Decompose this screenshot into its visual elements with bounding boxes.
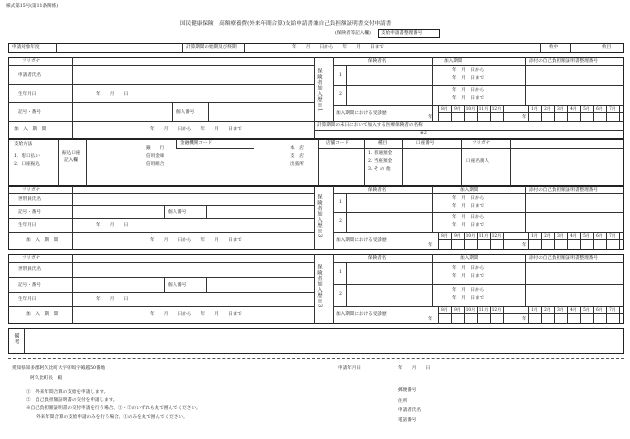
personal-no-3: 個人番号: [168, 283, 187, 288]
history-label-3: 保険者加入歴※3: [316, 264, 323, 308]
birth-fmt-3: 年 月 日: [96, 297, 129, 302]
month-cell[interactable]: 10月: [465, 307, 476, 312]
to-2b: 年 月 日まで: [452, 223, 485, 228]
treatment-3: 加入期間における受診歴: [336, 312, 387, 317]
sheets-total: 枚中: [549, 45, 559, 50]
symbol-2: 記号・番号: [18, 210, 41, 215]
birth-fmt-2: 年 月 日: [96, 223, 129, 228]
note2: ※2: [420, 131, 427, 136]
row2-3: 2: [339, 292, 342, 297]
remarks-label: 備考: [13, 333, 20, 345]
month-cell[interactable]: 3月: [557, 307, 564, 312]
birth-2: 生年月日: [18, 223, 37, 228]
furigana-3: フリガナ: [22, 256, 41, 261]
shucho: 出張所: [290, 162, 304, 167]
join-fmt-1: 年 月 日から 年 月 日まで: [150, 127, 242, 132]
remarks-box[interactable]: [8, 328, 624, 354]
member-name-2: 世帯員氏名: [18, 197, 41, 202]
col-cert-3: 添付の自己負担額証明書整理番号: [529, 256, 598, 261]
mayor: 阿久比町長 殿: [30, 376, 63, 381]
month-cell[interactable]: 11月: [478, 307, 489, 312]
symbol-3: 記号・番号: [18, 283, 41, 288]
month-cell[interactable]: 8月: [441, 233, 448, 238]
form-title: 国民健康保険 高額療養費(外来年間合算)支給申請書兼自己負担額証明書交付申請書: [180, 21, 392, 27]
month-cell[interactable]: 2月: [544, 106, 551, 111]
from-1b: 年 月 日から: [452, 88, 485, 93]
birth-label-1: 生年月日: [18, 92, 37, 97]
month-cell[interactable]: 1月: [531, 233, 538, 238]
address: 愛知県知多郡阿久比町大字卯坂字殿越50番地: [12, 366, 106, 371]
year-1a: 年: [428, 115, 433, 120]
month-cell[interactable]: 6月: [596, 307, 603, 312]
month-cell[interactable]: 7月: [609, 106, 616, 111]
account-type-label: 種目: [378, 141, 388, 146]
row1-2: 1: [339, 200, 342, 205]
to-3b: 年 月 日まで: [452, 296, 485, 301]
method-opt1[interactable]: 1．窓口払い: [14, 154, 40, 159]
bank-type: 銀 行: [146, 146, 165, 151]
month-cell[interactable]: 8月: [441, 106, 448, 111]
shinkin: 信用金庫: [146, 154, 165, 159]
col-period-3: 加入期間: [460, 256, 479, 261]
honten: 本 店: [290, 146, 304, 151]
month-cell[interactable]: 12月: [491, 106, 502, 111]
month-cell[interactable]: 6月: [596, 233, 603, 238]
month-cell[interactable]: 1月: [531, 307, 538, 312]
row2-1: 2: [339, 92, 342, 97]
month-cell[interactable]: 2月: [544, 233, 551, 238]
to-1a: 年 月 日まで: [452, 76, 485, 81]
tel-label: 電話番号: [398, 418, 417, 423]
account-no-label: 口座番号: [416, 141, 435, 146]
type-2[interactable]: 2. 当座預金: [368, 159, 393, 164]
month-cell[interactable]: 9月: [454, 106, 461, 111]
month-cell[interactable]: 2月: [544, 307, 551, 312]
row2-2: 2: [339, 219, 342, 224]
fill-label: 記入欄: [64, 158, 78, 163]
month-cell[interactable]: 5月: [583, 307, 590, 312]
month-cell[interactable]: 10月: [465, 106, 476, 111]
history-label-2: 保険者加入歴※3: [316, 194, 323, 238]
month-cell[interactable]: 8月: [441, 307, 448, 312]
note-4: 外来年間合算の支給申請のみを行う場合、①のみを丸で囲んでください。: [36, 415, 188, 420]
treatment-1: 加入期間における受診歴: [336, 111, 387, 116]
ref-no-label: 支給申請書整理番号: [381, 31, 423, 36]
member-name-3: 世帯員氏名: [18, 267, 41, 272]
to-1b: 年 月 日まで: [452, 96, 485, 101]
from-1a: 年 月 日から: [452, 68, 485, 73]
transfer-label: 振込口座: [62, 151, 81, 156]
personal-no-2: 個人番号: [168, 210, 187, 215]
method-opt2[interactable]: 2．口座振込: [14, 162, 40, 167]
form-number: 様式第15号(第11条関係): [6, 4, 59, 9]
from-3a: 年 月 日から: [452, 266, 485, 271]
target-year-label: 申請対象年度: [12, 45, 40, 50]
from-2b: 年 月 日から: [452, 215, 485, 220]
month-cell[interactable]: 5月: [583, 233, 590, 238]
join-2: 加 入 期 間: [26, 238, 59, 243]
row1-3: 1: [339, 270, 342, 275]
type-3[interactable]: 3. そ の 他: [368, 167, 391, 172]
period-label: 計算期間の始期及び終期: [186, 45, 237, 50]
col-insurer-2: 保険者名: [368, 188, 387, 193]
join-fmt-3: 年 月 日から 年 月 日まで: [150, 312, 242, 317]
date-fmt: 年 月 日: [398, 366, 431, 371]
bank-section: [8, 139, 624, 186]
month-cell[interactable]: 12月: [491, 307, 502, 312]
applicant-name-label: 申請者氏名: [18, 73, 41, 78]
year-1b: 年: [522, 115, 527, 120]
year-3b: 年: [522, 317, 527, 322]
join-3: 加 入 期 間: [26, 312, 59, 317]
note-3: ※自己負担額証明書の交付申請を行う場合、①・②のいずれも丸で囲んでください。: [26, 406, 201, 411]
from-2a: 年 月 日から: [452, 196, 485, 201]
month-cell[interactable]: 9月: [454, 233, 461, 238]
branch-code-label: 店舗コード: [326, 141, 349, 146]
month-cell[interactable]: 7月: [609, 233, 616, 238]
personal-no-label-1: 個人番号: [176, 110, 195, 115]
col-insurer-1: 保険者名: [368, 59, 387, 64]
sheet-no: 枚目: [602, 45, 612, 50]
month-cell[interactable]: 3月: [557, 233, 564, 238]
year-3a: 年: [428, 317, 433, 322]
symbol-label-1: 記号・番号: [18, 110, 41, 115]
date-label: 申請年月日: [338, 366, 361, 371]
history-label-1: 保険者加入歴※1: [316, 68, 323, 112]
birth-fmt-1: 年 月 日: [96, 92, 129, 97]
col-insurer-3: 保険者名: [368, 256, 387, 261]
month-cell[interactable]: 3月: [557, 106, 564, 111]
month-cell[interactable]: 7月: [609, 307, 616, 312]
join-label-1: 加 入 期 間: [14, 127, 47, 132]
join-fmt-2: 年 月 日から 年 月 日まで: [150, 238, 242, 243]
month-cell[interactable]: 1月: [531, 106, 538, 111]
to-3a: 年 月 日まで: [452, 274, 485, 279]
month-cell[interactable]: 11月: [478, 233, 489, 238]
month-cell[interactable]: 11月: [478, 106, 489, 111]
method-label: 支給方法: [14, 142, 33, 147]
month-cell[interactable]: 9月: [454, 307, 461, 312]
month-cell[interactable]: 4月: [570, 233, 577, 238]
month-cell[interactable]: 12月: [491, 233, 502, 238]
type-1[interactable]: 1. 普通預金: [368, 151, 393, 156]
end-note: 計算期間の末日において加入する医療保険者の名称: [317, 123, 423, 128]
month-cell[interactable]: 4月: [570, 106, 577, 111]
furigana-2: フリガナ: [22, 188, 41, 193]
option-1[interactable]: ① 外来年間合算の支給を申請します。: [26, 390, 109, 395]
year-2b: 年: [522, 243, 527, 248]
month-cell[interactable]: 4月: [570, 307, 577, 312]
birth-3: 生年月日: [18, 297, 37, 302]
holder-furigana: フリガナ: [472, 141, 491, 146]
month-cell[interactable]: 5月: [583, 106, 590, 111]
shiten: 支 店: [290, 154, 304, 159]
to-2a: 年 月 日まで: [452, 204, 485, 209]
kumiai: 信用組合: [146, 162, 165, 167]
row1-1: 1: [339, 73, 342, 78]
col-cert-2: 添付の自己負担額証明書整理番号: [529, 188, 598, 193]
applicant-label: 申請者氏名: [398, 408, 421, 413]
year-2a: 年: [428, 243, 433, 248]
option-2[interactable]: ② 自己負担額証明書の交付を申請します。: [26, 398, 118, 403]
col-cert-1: 添付の自己負担額証明書整理番号: [529, 59, 598, 64]
holder-label: 口座名義人: [466, 159, 489, 164]
bank-code-label: 金融機関コード: [180, 141, 213, 146]
col-period-2: 加入期間: [460, 188, 479, 193]
from-3b: 年 月 日から: [452, 288, 485, 293]
furigana-1: フリガナ: [22, 59, 41, 64]
col-period-1: 加入期間: [444, 59, 463, 64]
insurer-label: (保険者等記入欄): [335, 31, 371, 36]
month-cell[interactable]: 10月: [465, 233, 476, 238]
month-cell[interactable]: 6月: [596, 106, 603, 111]
addr-label: 住所: [398, 399, 408, 404]
treatment-2: 加入期間における受診歴: [336, 238, 387, 243]
period-text: 年 月 日から 年 月 日まで: [292, 45, 384, 50]
postal-label: 郵便番号: [398, 388, 417, 393]
